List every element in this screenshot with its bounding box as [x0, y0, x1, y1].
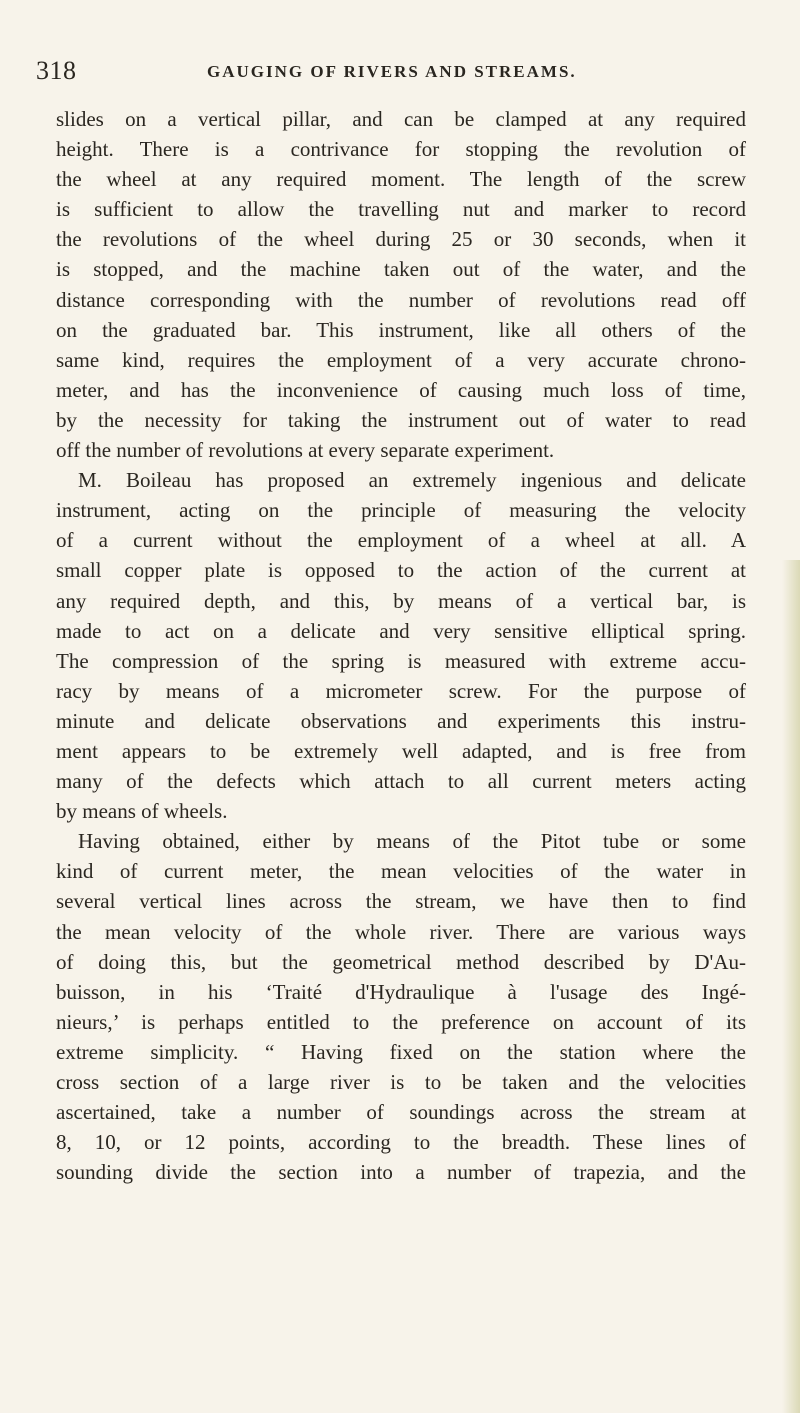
text-line: the wheel at any required moment. The length of the screw [56, 167, 746, 192]
text-line: of doing this, but the geometrical method described by D'Au- [56, 949, 746, 974]
text-line: The compression of the spring is measured with extreme accu- [56, 648, 746, 673]
paragraph [56, 465, 746, 826]
text-line: racy by means of a micrometer screw. For the purpose of [56, 678, 746, 703]
body-text [56, 104, 746, 1187]
text-line: small copper plate is opposed to the action of the current at [56, 558, 746, 583]
text-line: Having obtained, either by means of the Pitot tube or some [78, 829, 746, 854]
text-line: nieurs,’ is perhaps entitled to the preference on account of its [56, 1009, 746, 1034]
text-line: extreme simplicity. “ Having fixed on the station where the [56, 1039, 746, 1064]
text-line: made to act on a delicate and very sensitive elliptical spring. [56, 618, 746, 643]
text-line: is sufficient to allow the travelling nut and marker to record [56, 197, 746, 222]
paragraph [56, 826, 746, 1187]
text-line: minute and delicate observations and experiments this instru- [56, 708, 746, 733]
running-title: GAUGING OF RIVERS AND STREAMS. [207, 62, 577, 81]
text-line: slides on a vertical pillar, and can be clamped at any required [56, 107, 746, 131]
text-line: by means of wheels. [56, 799, 228, 824]
text-line: by the necessity for taking the instrument out of water to read [56, 407, 746, 432]
text-line: the mean velocity of the whole river. There are various ways [56, 919, 746, 944]
text-line: instrument, acting on the principle of measuring the velocity [56, 498, 746, 523]
text-line: of a current without the employment of a wheel at all. A [56, 528, 746, 553]
text-line: several vertical lines across the stream, we have then to find [56, 889, 746, 914]
text-line: many of the defects which attach to all current meters acting [56, 769, 746, 794]
page-edge-shadow [782, 560, 800, 1413]
text-line: 8, 10, or 12 points, according to the breadth. These lines of [56, 1130, 746, 1155]
text-line: sounding divide the section into a number of trapezia, and the [56, 1160, 746, 1185]
text-line: the revolutions of the wheel during 25 or 30 seconds, when it [56, 227, 746, 252]
text-line: buisson, in his ‘Traité d'Hydraulique à l'usage des Ingé- [56, 979, 746, 1004]
text-line: ment appears to be extremely well adapted, and is free from [56, 738, 746, 763]
text-line: same kind, requires the employment of a very accurate chrono- [56, 347, 746, 372]
running-head [36, 56, 736, 90]
text-line: ascertained, take a number of soundings across the stream at [56, 1100, 746, 1125]
text-line: on the graduated bar. This instrument, like all others of the [56, 317, 746, 342]
paragraph [56, 104, 746, 465]
text-line: meter, and has the inconvenience of causing much loss of time, [56, 377, 746, 402]
text-line: M. Boileau has proposed an extremely ingenious and delicate [78, 468, 746, 493]
page-number: 318 [36, 56, 77, 85]
text-line: off the number of revolutions at every separate experiment. [56, 438, 555, 463]
text-line: any required depth, and this, by means of a vertical bar, is [56, 588, 746, 613]
text-line: is stopped, and the machine taken out of the water, and the [56, 257, 746, 282]
text-line: height. There is a contrivance for stopping the revolution of [56, 137, 746, 162]
text-line: distance corresponding with the number of revolutions read off [56, 287, 746, 312]
text-line: kind of current meter, the mean velocities of the water in [56, 859, 746, 884]
text-line: cross section of a large river is to be taken and the velocities [56, 1070, 746, 1094]
